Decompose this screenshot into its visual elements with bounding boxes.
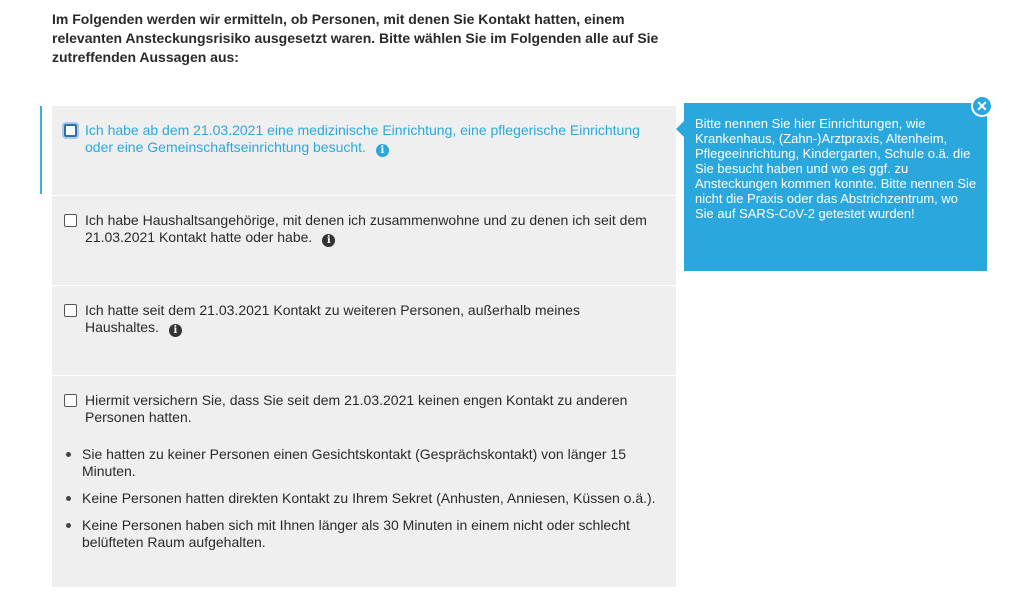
list-item: Keine Personen haben sich mit Ihnen länger als 30 Minuten in einem nicht oder schlecht belüfteten Raum aufgehalten. [64,517,664,551]
list-item: Keine Personen hatten direkten Kontakt zu Ihrem Sekret (Anhusten, Anniesen, Küssen o.ä.). [64,490,664,507]
intro-text: Im Folgenden werden wir ermitteln, ob Personen, mit denen Sie Kontakt hatten, einem relevanten Ansteckungsrisiko ausgesetzt waren. Bitte wählen Sie im Folgenden alle auf Sie zutreffenden Aussagen aus: [52,11,659,65]
options-panel [52,106,676,587]
checkbox-medical-facility[interactable] [64,124,77,137]
info-icon[interactable]: i [376,144,389,157]
info-icon[interactable]: i [169,324,182,337]
option-label: Ich habe ab dem 21.03.2021 eine medizinische Einrichtung, eine pflegerische Einrichtung oder eine Gemeinschaftseinrichtung besucht. [85,122,640,155]
option-other-contacts[interactable] [52,286,676,376]
option-label: Ich hatte seit dem 21.03.2021 Kontakt zu weiteren Personen, außerhalb meines Haushaltes. [85,302,580,335]
option-label: Ich habe Haushaltsangehörige, mit denen ich zusammenwohne und zu denen ich seit dem 21.03.2021 Kontakt hatte oder habe. [85,212,647,245]
checkbox-other-contacts[interactable] [64,304,77,317]
option-label: Hiermit versichern Sie, dass Sie seit dem 21.03.2021 keinen engen Kontakt zu anderen Personen hatten. [85,392,628,425]
info-icon[interactable]: i [322,234,335,247]
checkbox-household-members[interactable] [64,214,77,227]
info-tooltip [684,103,987,271]
list-item: Sie hatten zu keiner Personen einen Gesichtskontakt (Gesprächskontakt) von länger 15 Minuten. [64,446,664,480]
criteria-list [64,446,664,561]
focus-indicator [40,106,42,194]
close-icon[interactable]: ✕ [971,95,993,117]
tooltip-text: Bitte nennen Sie hier Einrichtungen, wie Krankenhaus, (Zahn-)Arztpraxis, Altenheim, Pflegeeinrichtung, Kindergarten, Schule o.ä. die Sie besucht haben und wo es ggf. zu Ansteckungen kommen konnte. Bitte nennen Sie nicht die Praxis oder das Abstrichzentrum, wo Sie auf SARS-CoV-2 getestet wurden! [695,116,977,221]
option-household-members[interactable] [52,196,676,286]
option-no-close-contact[interactable] [52,376,676,587]
checkbox-no-close-contact[interactable] [64,394,77,407]
option-medical-facility[interactable] [52,106,676,196]
